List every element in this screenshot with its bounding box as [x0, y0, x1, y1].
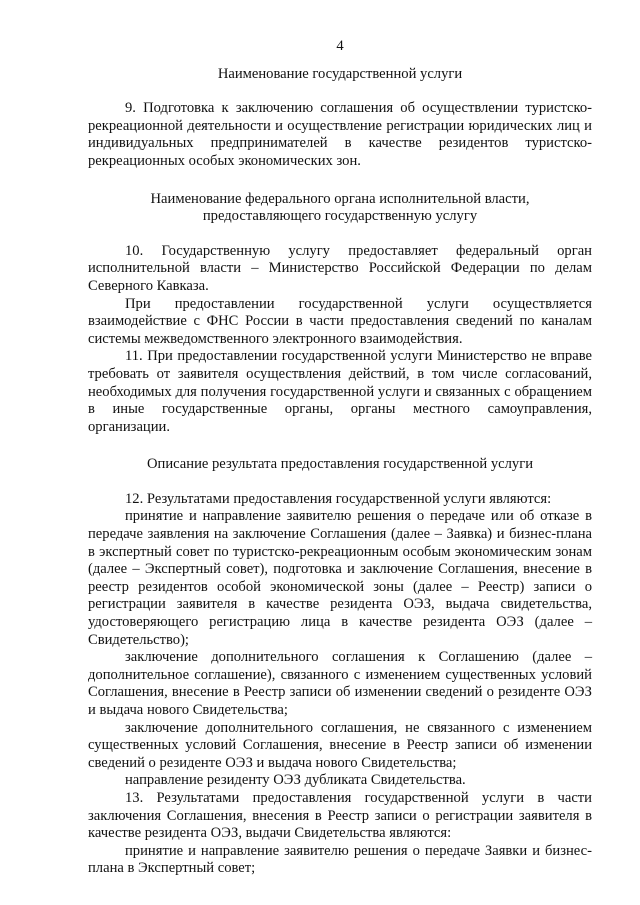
- paragraph-13-item-1: принятие и направление заявителю решения о передаче Заявки и бизнес-плана в Экспертный совет;: [88, 842, 592, 877]
- paragraph-fns-interaction: При предоставлении государственной услуги осуществляется взаимодействие с ФНС России в части предоставления сведений по каналам системы межведомственного электронного взаимодействия.: [88, 295, 592, 347]
- paragraph-result-3: заключение дополнительного соглашения, не связанного с изменением существенных условий Соглашения, внесение в Реестр записи об изменении сведений о резиденте ОЭЗ и выдача нового Свидетельства;: [88, 719, 592, 771]
- paragraph-9: 9. Подготовка к заключению соглашения об осуществлении туристско-рекреационной деятельности и осуществление регистрации юридических лиц и индивидуальных предпринимателей в качестве резидентов туристско-рекреационных особых экономических зон.: [88, 100, 592, 169]
- page-number: 4: [336, 38, 344, 54]
- section-heading-authority-line-2: предоставляющего государственную услугу: [202, 208, 478, 225]
- section-heading-result: Описание результата предоставления государственной услуги: [146, 456, 534, 473]
- paragraph-result-1: принятие и направление заявителю решения о передаче или об отказе в передаче заявления на заключение Соглашения (далее – Заявка) и бизнес-плана в экспертный совет по туристско-рекреационным особым экономическим зонам (далее – Экспертный совет), подготовка и заключение Соглашения, внесение в реестр резидентов особой экономической зоны (далее – Реестр) записи о регистрации заявителя в качестве резидента ОЭЗ, выдача свидетельства, удостоверяющего регистрацию лица в качестве резидента ОЭЗ (далее – Свидетельство);: [88, 508, 592, 648]
- paragraph-result-2: заключение дополнительного соглашения к Соглашению (далее – дополнительное соглашение), связанного с изменением существенных условий Соглашения, внесение в Реестр записи об изменении сведений о резиденте ОЭЗ и выдача нового Свидетельства;: [88, 649, 592, 718]
- paragraph-13: 13. Результатами предоставления государственной услуги в части заключения Соглашения, внесения в Реестр записи о регистрации заявителя в качестве резидента ОЭЗ, выдачи Свидетельства являются:: [88, 789, 592, 842]
- paragraph-result-4: направление резиденту ОЭЗ дубликата Свидетельства.: [125, 772, 466, 789]
- paragraph-10: 10. Государственную услугу предоставляет федеральный орган исполнительной власти – Министерство Российской Федерации по делам Северного Кавказа.: [88, 242, 592, 294]
- section-heading-service-name: Наименование государственной услуги: [217, 65, 463, 82]
- paragraph-11: 11. При предоставлении государственной услуги Министерство не вправе требовать от заявителя осуществления действий, в том числе согласований, необходимых для получения государственной услуги и связанных с обращением в иные государственные органы, органы местного самоуправления, организации.: [88, 348, 592, 435]
- section-heading-authority-line-1: Наименование федерального органа исполнительной власти,: [150, 190, 530, 207]
- paragraph-12: 12. Результатами предоставления государственной услуги являются:: [125, 490, 552, 507]
